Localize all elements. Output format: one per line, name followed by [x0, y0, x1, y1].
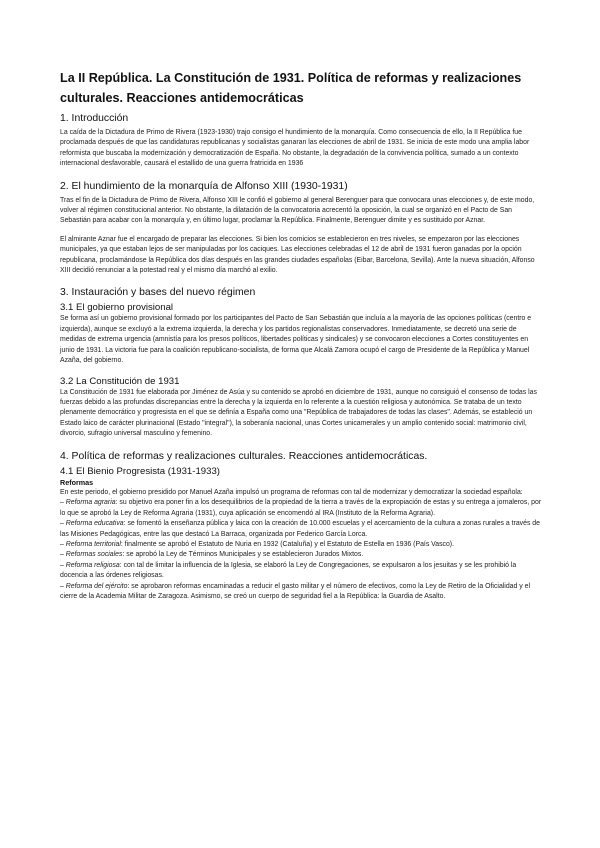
list-item-term: Reforma territorial	[65, 540, 121, 548]
list-item	[60, 498, 542, 519]
section-1-heading: 1. Introducción	[60, 113, 129, 124]
list-item-term: Reformas sociales	[65, 551, 123, 559]
section-3-2-heading: 3.2 La Constitución de 1931	[60, 375, 180, 387]
list-item	[60, 582, 542, 603]
section-3-1-paragraph: Se forma así un gobierno provisional formado por los participantes del Pacto de San Sebastián que incluía a la mayoría de las opciones políticas (centro e izquierda), aunque se excluyó a la extrema izquierda, la derecha y los partidos regionalistas conservadores. Inmediatamente, se decretó una serie de medidas de extrema urgencia (amnistía para los presos políticos, libertades políticas y sindicales) y se convocaron elecciones a Cortes constituyentes en junio de 1931. La victoria fue para la coalición republicano-socialista, de forma que Alcalá Zamora ocupó el cargo de Presidente de la República y Manuel Azaña, del gobierno.	[60, 315, 532, 365]
document-page	[60, 68, 542, 602]
section-3-1-heading: 3.1 El gobierno provisional	[60, 302, 174, 314]
list-dash: –	[60, 520, 64, 528]
section-4-1-heading: 4.1 El Bienio Progresista (1931-1933)	[60, 465, 220, 477]
list-item-term: Reforma religiosa	[65, 561, 120, 569]
list-item	[60, 519, 542, 540]
list-item	[60, 550, 542, 560]
section-4-heading: 4. Política de reformas y realizaciones culturales. Reacciones antidemocráticas.	[60, 450, 428, 462]
section-3-2-paragraph: La Constitución de 1931 fue elaborada por Jiménez de Asúa y su contenido se aprobó en diciembre de 1931, aunque no consiguió el consenso de todas las fuerzas debido a las profundas discrepancias entre la derecha y la izquierda en lo referente a la cuestión religiosa y autonómica. Se trataba de un texto plenamente democrático y progresista en el que se definía a España como una "República de trabajadores de todas las clases". Además, se estableció un Estado laico de carácter plurinacional (Estado "integral"), la soberanía nacional, unas Cortes unicamerales y un amplio contenido social: matrimonio civil, divorcio, sufragio universal masculino y femenino.	[60, 388, 537, 438]
list-item-text: : finalmente se aprobó el Estatuto de Nuria en 1932 (Cataluña) y el Estatuto de Estella en 1936 (País Vasco).	[120, 540, 455, 548]
list-item-text: : se aprobaron reformas encaminadas a reducir el gasto militar y el número de efectivos, como la Ley de Retiro de la Oficialidad y el cierre de la Academia Militar de Zaragoza. Asimismo, se creó un cuerpo de seguridad fiel a la República: la Guardia de Asalto.	[60, 582, 530, 600]
list-item-text: : se aprobó la Ley de Términos Municipales y se establecieron Jurados Mixtos.	[122, 551, 364, 559]
list-item-text: : se fomentó la enseñanza pública y laica con la creación de 10.000 escuelas y el acercamiento de la cultura a zonas rurales a través de las Misiones Pedagógicas, entre las que destacó La Barraca, organizada por Federico García Lorca.	[60, 520, 540, 538]
list-item-text: : con tal de limitar la influencia de la Iglesia, se elaboró la Ley de Congregaciones, se expulsaron a los jesuitas y se les prohibió la docencia a las órdenes religiosas.	[60, 561, 517, 580]
section-2-heading: 2. El hundimiento de la monarquía de Alfonso XIII (1930-1931)	[60, 180, 348, 192]
list-dash: –	[60, 540, 64, 548]
list-item-term: Reforma del ejército	[65, 582, 128, 590]
section-1-paragraph: La caída de la Dictadura de Primo de Rivera (1923-1930) trajo consigo el hundimiento de la monarquía. Como consecuencia de ello, la II República fue proclamada después de que las candidaturas republicanas y socialistas ganaran las elecciones de abril de 1931. Se inicia de este modo una amplia labor reformista que buscaba la modernización y democratización de España. No obstante, la degradación de la convivencia política, sumado a un contexto internacional desfavorable, causará el estallido de una guerra fratricida en 1936	[60, 129, 530, 168]
list-dash: –	[60, 582, 64, 590]
document-title: La II República. La Constitución de 1931. Política de reformas y realizaciones culturales. Reacciones antidemocráticas	[60, 71, 522, 105]
list-item-term: Reforma agraria	[65, 499, 116, 507]
list-item	[60, 561, 542, 582]
reformas-list	[60, 498, 542, 602]
list-dash: –	[60, 551, 64, 559]
reformas-intro: En este periodo, el gobierno presidido por Manuel Azaña impulsó un programa de reformas con tal de modernizar y democratizar la sociedad española:	[60, 488, 523, 496]
section-2-paragraph-1: Tras el fin de la Dictadura de Primo de Rivera, Alfonso XIII le confió el gobierno al general Berenguer para que convocara unas elecciones y, de este modo, volver al régimen constitucional anterior. No obstante, la dilatación de la convocatoria acrecentó la oposición, la cual se organizó en el Pacto de San Sebastián para acabar con la monarquía y, en último lugar, proclamar la República. Finalmente, Berenguer dimite y es sustituido por Aznar.	[60, 196, 535, 225]
list-item-term: Reforma educativa	[65, 520, 124, 528]
section-2-paragraph-2: El almirante Aznar fue el encargado de preparar las elecciones. Si bien los comicios se establecieron en tres niveles, se empezaron por las elecciones municipales, ya que estaban lejos de ser manipuladas por los caciques. Las elecciones celebradas el 12 de abril de 1931 fueron ganadas por la opción republicana, proclamándose la República dos días después en las grandes ciudades españolas (Eibar, Barcelona, Sevilla). Ante la nueva situación, Alfonso XIII decidió renunciar a la potestad real y el mismo día marchó al exilio.	[60, 235, 535, 275]
reformas-label: Reformas	[60, 477, 94, 487]
section-3-heading: 3. Instauración y bases del nuevo régimen	[60, 287, 256, 299]
list-dash: –	[60, 499, 64, 507]
list-item	[60, 540, 542, 550]
list-dash: –	[60, 561, 64, 569]
list-item-text: : su objetivo era poner fin a los desequilibrios de la propiedad de la tierra a través de la expropiación de estas y su entrega a jornaleros, por lo que se aprobó la Ley de Reforma Agraria (1931), cuya aplicación se encomendó al IRA (Instituto de la Reforma Agraria).	[60, 499, 542, 517]
